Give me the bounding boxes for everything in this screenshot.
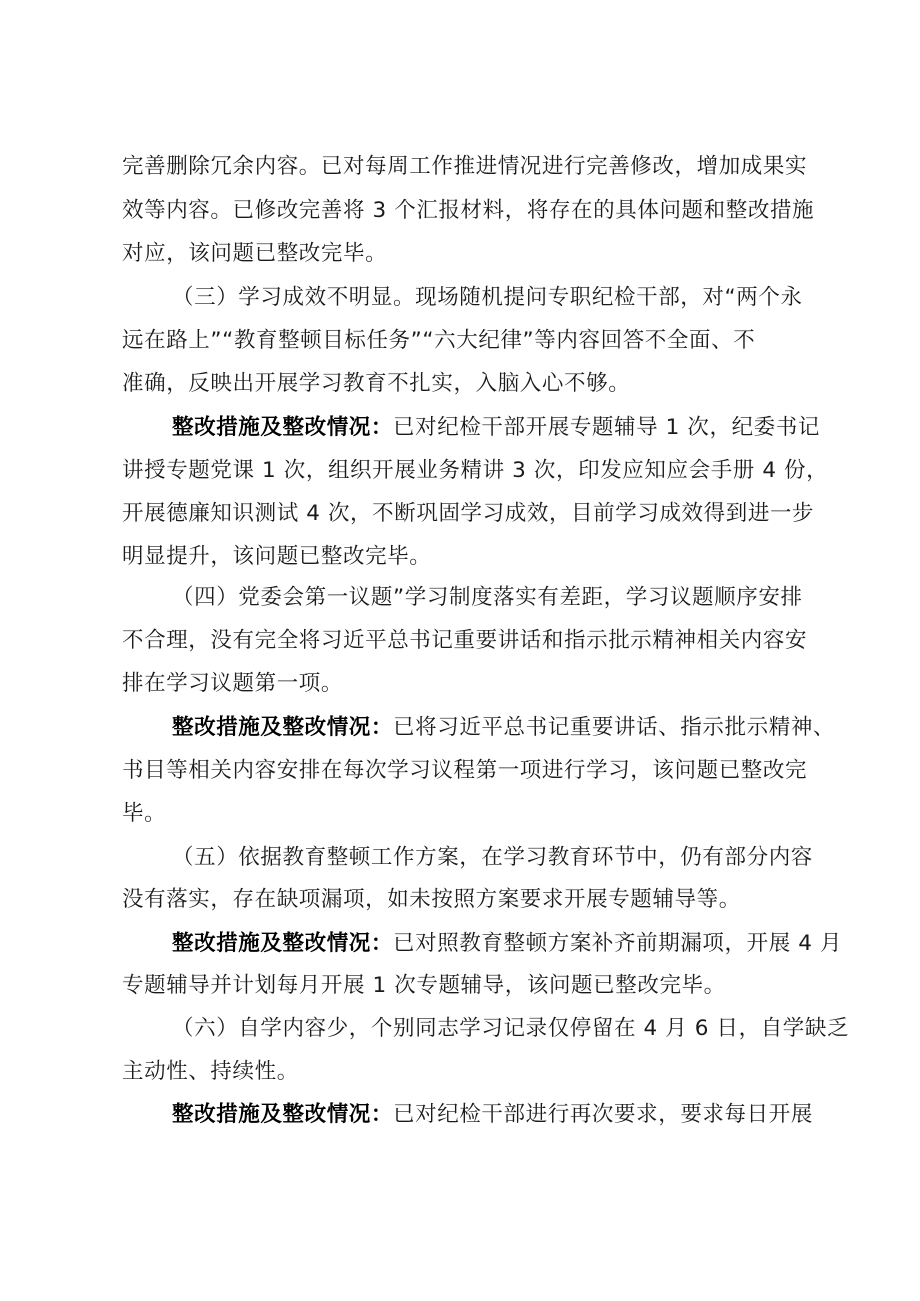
text-line: 不合理，没有完全将习近平总书记重要讲话和指示批示精神相关内容安 bbox=[122, 628, 808, 653]
text-line: 排在学习议题第一项。 bbox=[122, 671, 344, 696]
section-heading: （三）学习成效不明显。现场随机提问专职纪检干部，对“两个永 bbox=[172, 285, 803, 310]
measures-text: 已对纪检干部进行再次要求，要求每日开展 bbox=[393, 1102, 813, 1127]
text-line: 讲授专题党课 1 次，组织开展业务精讲 3 次，印发应知应会手册 4 份， bbox=[122, 458, 829, 483]
measures-text: 已对照教育整顿方案补齐前期漏项，开展 4 月 bbox=[393, 931, 843, 956]
text-line: 专题辅导并计划每月开展 1 次专题辅导，该问题已整改完毕。 bbox=[122, 973, 726, 998]
text-line: 没有落实，存在缺项漏项，如未按照方案要求开展专题辅导等。 bbox=[122, 887, 741, 912]
text-line: 远在路上”“教育整顿目标任务”“六大纪律”等内容回答不全面、不 bbox=[122, 328, 756, 353]
section-heading: （六）自学内容少，个别同志学习记录仅停留在 4 月 6 日，自学缺乏 bbox=[172, 1016, 850, 1041]
text-line: 主动性、持续性。 bbox=[122, 1059, 299, 1084]
section-heading: （五）依据教育整顿工作方案，在学习教育环节中，仍有部分内容 bbox=[172, 845, 813, 870]
measures-text: 已对纪检干部开展专题辅导 1 次，纪委书记 bbox=[393, 415, 820, 440]
measures-line bbox=[172, 714, 835, 742]
measures-text: 已将习近平总书记重要讲话、指示批示精神、 bbox=[393, 715, 836, 740]
text-line: 明显提升，该问题已整改完毕。 bbox=[122, 544, 432, 569]
section-heading: （四）党委会第一议题”学习制度落实有差距，学习议题顺序安排 bbox=[172, 585, 803, 610]
text-line: 毕。 bbox=[122, 801, 167, 826]
text-line: 书目等相关内容安排在每次学习议程第一项进行学习，该问题已整改完 bbox=[122, 758, 808, 783]
text-line: 完善删除冗余内容。已对每周工作推进情况进行完善修改，增加成果实 bbox=[122, 154, 808, 179]
measures-label: 整改措施及整改情况： bbox=[172, 415, 394, 440]
text-line: 对应，该问题已整改完毕。 bbox=[122, 241, 388, 266]
text-line: 效等内容。已修改完善将 3 个汇报材料，将存在的具体问题和整改措施 bbox=[122, 198, 815, 223]
text-line: 开展德廉知识测试 4 次，不断巩固学习成效，目前学习成效得到进一步 bbox=[122, 501, 815, 526]
measures-line bbox=[172, 414, 820, 442]
measures-line bbox=[172, 930, 842, 958]
text-line: 准确，反映出开展学习教育不扎实，入脑入心不够。 bbox=[122, 371, 631, 396]
measures-label: 整改措施及整改情况： bbox=[172, 1102, 394, 1127]
measures-label: 整改措施及整改情况： bbox=[172, 931, 394, 956]
measures-label: 整改措施及整改情况： bbox=[172, 715, 394, 740]
measures-line bbox=[172, 1101, 813, 1129]
